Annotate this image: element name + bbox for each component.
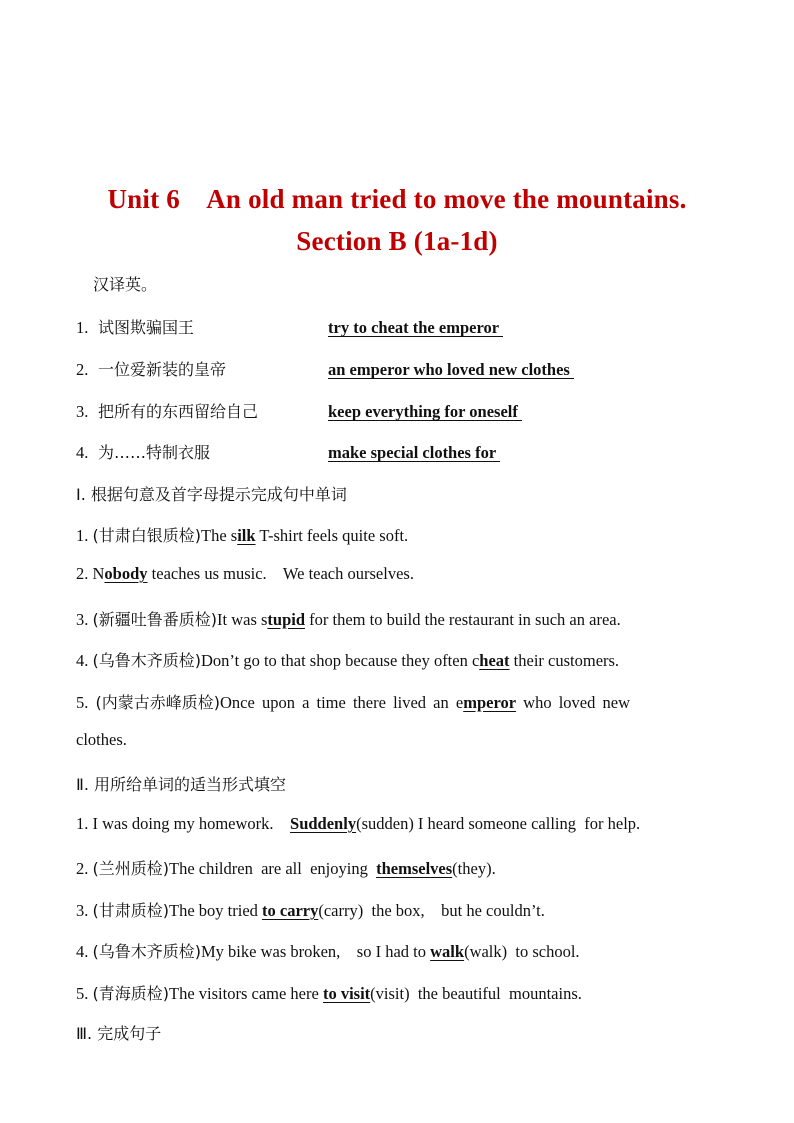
item-answer: walk [430, 942, 465, 961]
item-prefix: 1. [76, 526, 93, 545]
glossary-item [76, 440, 726, 463]
item-source: (乌鲁木齐质检) [92, 942, 201, 961]
exercise-item [76, 523, 726, 546]
item-prefix: 1. [76, 814, 93, 833]
item-text-before: The visitors came here [169, 984, 323, 1003]
exercise-item [76, 814, 726, 834]
item-source: (内蒙古赤峰质检) [95, 693, 220, 712]
item-source: (乌鲁木齐质检) [92, 651, 201, 670]
item-number: 1. [76, 318, 89, 337]
item-source: (甘肃质检) [92, 901, 169, 920]
section-subtitle: Section B (1a-1d) [296, 226, 498, 256]
item-prefix: 3. [76, 901, 93, 920]
glossary-chinese: 为……特制衣服 [98, 443, 211, 462]
item-text-before: I was doing my homework. [92, 814, 291, 833]
item-answer: themselves [376, 859, 453, 878]
glossary-item [76, 399, 726, 422]
exercise-item [76, 981, 726, 1004]
exercise-item [76, 856, 726, 879]
item-text-after: (visit) the beautiful mountains. [370, 984, 582, 1003]
glossary-answer: an emperor who loved new clothes [328, 362, 574, 379]
section-two-heading: Ⅱ. 用所给单词的适当形式填空 [76, 775, 287, 794]
exercise-item [76, 607, 726, 630]
glossary-answer: keep everything for oneself [328, 404, 522, 421]
item-answer: heat [479, 651, 510, 670]
item-source: (兰州质检) [92, 859, 169, 878]
item-text-after: T-shirt feels quite soft. [255, 526, 409, 545]
item-source: (甘肃白银质检) [92, 526, 201, 545]
exercise-item-continuation: clothes. [76, 730, 127, 749]
item-prefix: 4. [76, 942, 93, 961]
item-source: (新疆吐鲁番质检) [92, 610, 217, 629]
item-number: 4. [76, 443, 89, 462]
glossary-chinese: 试图欺骗国王 [98, 318, 195, 337]
translation-instruction: 汉译英。 [93, 275, 158, 294]
exercise-item [76, 564, 726, 584]
item-text-before: Don’t go to that shop because they often c [201, 651, 480, 670]
item-text-before: Once upon a time there lived an e [220, 693, 464, 712]
section-three-heading: Ⅲ. 完成句子 [76, 1024, 162, 1043]
exercise-item [76, 939, 726, 962]
item-source: (青海质检) [92, 984, 169, 1003]
glossary-item [76, 357, 726, 380]
glossary-chinese: 把所有的东西留给自己 [98, 402, 259, 421]
item-prefix: 4. [76, 651, 93, 670]
item-text-after: teaches us music. We teach ourselves. [147, 564, 414, 583]
item-number: 3. [76, 402, 89, 421]
section-one-heading: Ⅰ. 根据句意及首字母提示完成句中单词 [76, 485, 347, 504]
item-text-after: their customers. [509, 651, 620, 670]
item-answer: to visit [322, 984, 371, 1003]
item-text-before: My bike was broken, so I had to [201, 942, 431, 961]
exercise-item [76, 898, 726, 921]
item-text-before: The children are all enjoying [169, 859, 377, 878]
item-answer: tupid [267, 610, 306, 629]
glossary-chinese: 一位爱新装的皇帝 [98, 360, 227, 379]
exercise-item [76, 648, 726, 671]
item-answer: ilk [237, 526, 256, 545]
glossary-answer: make special clothes for [328, 445, 500, 462]
item-answer: Suddenly [290, 814, 357, 833]
item-prefix: 5. [76, 984, 93, 1003]
item-number: 2. [76, 360, 89, 379]
exercise-item [76, 690, 726, 713]
glossary-item [76, 315, 726, 338]
item-text-before: The s [201, 526, 238, 545]
item-text-after: for them to build the restaurant in such an area. [305, 610, 621, 629]
item-answer: to carry [262, 901, 319, 920]
item-prefix: 2. N [76, 564, 105, 583]
item-prefix: 3. [76, 610, 93, 629]
item-text-after: (they). [452, 859, 496, 878]
item-text-after: who loved new [516, 693, 630, 712]
item-text-after: (walk) to school. [464, 942, 580, 961]
glossary-answer: try to cheat the emperor [328, 320, 503, 337]
item-text-before: The boy tried [169, 901, 263, 920]
item-prefix: 2. [76, 859, 93, 878]
item-answer: mperor [463, 693, 517, 712]
item-text-after: (sudden) I heard someone calling for help. [356, 814, 641, 833]
item-text-after: (carry) the box, but he couldn’t. [318, 901, 545, 920]
item-prefix: 5. [76, 693, 96, 712]
item-answer: obody [104, 564, 148, 583]
item-text-before: It was s [217, 610, 268, 629]
unit-title: Unit 6 An old man tried to move the mountains. [107, 184, 687, 214]
